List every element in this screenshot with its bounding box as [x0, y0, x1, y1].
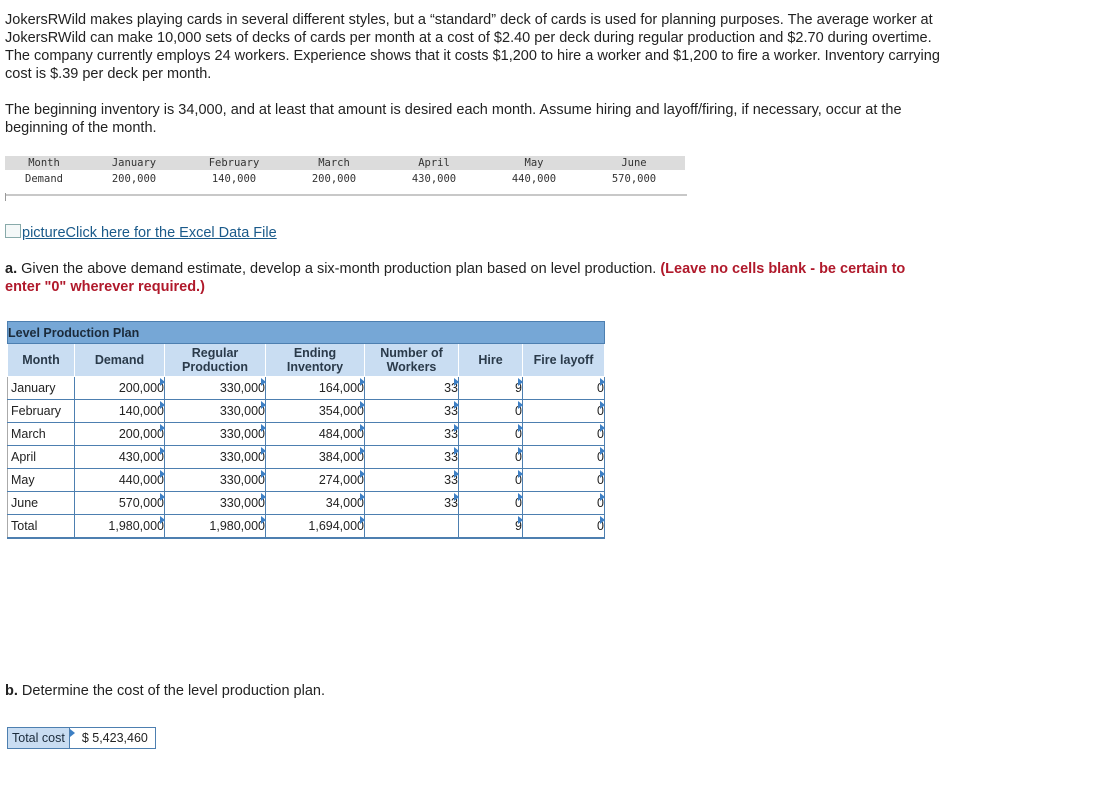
strip-month: June — [621, 157, 647, 169]
total-cost-currency: $ — [81, 731, 89, 745]
cell-fire-layoff[interactable]: 0 — [523, 400, 605, 423]
strip-month: April — [418, 157, 450, 169]
strip-demand-label: Demand — [25, 173, 63, 185]
strip-demand: 200,000 — [111, 173, 157, 185]
cell-fire-layoff[interactable]: 0 — [523, 423, 605, 446]
cell-ending-inventory[interactable]: 274,000 — [266, 469, 365, 492]
cell-number-of-workers[interactable]: 33 — [365, 377, 459, 400]
cell-ending-inventory[interactable]: 384,000 — [266, 446, 365, 469]
intro-paragraph: JokersRWild makes playing cards in several different styles, but a “standard” deck of cards is used for planning purposes. The average worker at JokersRWild can make 10,000 sets of decks of cards per month at a cost of $2.40 per deck during regular production and $2.70 during overtime. The company currently employs 24 workers. Experience shows that it costs $1,200 to hire a worker and $1,200 to fire a worker. Inventory carrying cost is $.39 per deck per month. — [5, 12, 940, 82]
cell-regular-production[interactable]: 330,000 — [165, 423, 266, 446]
broken-image-icon — [5, 224, 21, 238]
cell-regular-production[interactable]: 330,000 — [165, 446, 266, 469]
total-cost-input[interactable] — [70, 727, 156, 749]
cell-fire-layoff[interactable]: 0 — [523, 515, 605, 539]
cell-demand[interactable]: 430,000 — [75, 446, 165, 469]
cell-hire[interactable]: 0 — [459, 400, 523, 423]
total-cost-label: Total cost — [7, 727, 70, 749]
col-header-demand: Demand — [75, 344, 165, 377]
strip-month: February — [208, 157, 260, 169]
cell-fire-layoff[interactable]: 0 — [523, 492, 605, 515]
cell-demand[interactable]: 570,000 — [75, 492, 165, 515]
strip-divider — [5, 194, 687, 196]
cell-demand[interactable]: 200,000 — [75, 423, 165, 446]
cell-number-of-workers[interactable]: 33 — [365, 469, 459, 492]
table-total-row — [8, 515, 605, 539]
cell-ending-inventory[interactable]: 484,000 — [266, 423, 365, 446]
table-title: Level Production Plan — [8, 322, 605, 344]
row-label-month: March — [8, 423, 75, 446]
cell-fire-layoff[interactable]: 0 — [523, 446, 605, 469]
col-header-ending-inventory: Ending Inventory — [266, 344, 365, 377]
total-cost-row — [7, 727, 156, 749]
excel-data-link[interactable] — [5, 224, 277, 241]
table-row — [8, 400, 605, 423]
table-row — [8, 377, 605, 400]
cell-demand[interactable]: 200,000 — [75, 377, 165, 400]
cell-fire-layoff[interactable]: 0 — [523, 469, 605, 492]
cell-demand[interactable]: 440,000 — [75, 469, 165, 492]
row-label-month: May — [8, 469, 75, 492]
strip-divider-tick — [5, 193, 6, 201]
question-b — [5, 683, 325, 699]
cell-number-of-workers[interactable]: 33 — [365, 446, 459, 469]
col-header-fire-layoff: Fire layoff — [523, 344, 605, 377]
excel-link-text: Click here for the Excel Data File — [65, 225, 277, 241]
level-production-plan-table — [7, 321, 605, 539]
col-header-month: Month — [8, 344, 75, 377]
question-a-note: (Leave no cells blank - be certain to enter "0" wherever required.) — [5, 261, 906, 295]
cell-ending-inventory[interactable]: 164,000 — [266, 377, 365, 400]
cell-hire[interactable]: 0 — [459, 492, 523, 515]
row-label-month: April — [8, 446, 75, 469]
excel-link-alt-text: picture — [22, 225, 66, 241]
col-header-regular-production: Regular Production — [165, 344, 266, 377]
table-row — [8, 446, 605, 469]
cell-ending-inventory[interactable]: 354,000 — [266, 400, 365, 423]
cell-number-of-workers[interactable]: 33 — [365, 423, 459, 446]
assumption-paragraph: The beginning inventory is 34,000, and at least that amount is desired each month. Assume hiring and layoff/firing, if necessary, occur at the beginning of the month. — [5, 102, 902, 136]
question-b-label: b. — [5, 683, 18, 699]
col-header-hire: Hire — [459, 344, 523, 377]
row-label-month: June — [8, 492, 75, 515]
strip-demand: 140,000 — [211, 173, 257, 185]
cell-regular-production[interactable]: 330,000 — [165, 377, 266, 400]
question-a-label: a. — [5, 261, 18, 277]
table-row — [8, 423, 605, 446]
cell-regular-production[interactable]: 330,000 — [165, 400, 266, 423]
cell-regular-production[interactable]: 330,000 — [165, 469, 266, 492]
strip-demand: 200,000 — [311, 173, 357, 185]
cell-hire[interactable]: 0 — [459, 469, 523, 492]
strip-month-label: Month — [28, 157, 60, 169]
strip-month: January — [111, 157, 157, 169]
row-label-month: February — [8, 400, 75, 423]
table-body — [8, 377, 605, 539]
cell-fire-layoff[interactable]: 0 — [523, 377, 605, 400]
question-b-text: Determine the cost of the level production plan. — [17, 683, 325, 699]
strip-month: May — [524, 157, 544, 169]
total-cost-value: 5,423,460 — [92, 731, 148, 745]
cell-hire[interactable]: 9 — [459, 515, 523, 539]
row-label-month: Total — [8, 515, 75, 539]
cell-demand[interactable]: 1,980,000 — [75, 515, 165, 539]
cell-regular-production[interactable]: 1,980,000 — [165, 515, 266, 539]
strip-demand: 430,000 — [411, 173, 457, 185]
cell-regular-production[interactable]: 330,000 — [165, 492, 266, 515]
cell-ending-inventory[interactable]: 1,694,000 — [266, 515, 365, 539]
question-a — [5, 260, 925, 296]
cell-ending-inventory[interactable]: 34,000 — [266, 492, 365, 515]
strip-month: March — [318, 157, 350, 169]
cell-hire[interactable]: 0 — [459, 446, 523, 469]
col-header-number-of-workers: Number of Workers — [365, 344, 459, 377]
cell-hire[interactable]: 0 — [459, 423, 523, 446]
table-row — [8, 492, 605, 515]
strip-demand: 570,000 — [611, 173, 657, 185]
table-row — [8, 469, 605, 492]
row-label-month: January — [8, 377, 75, 400]
cell-number-of-workers[interactable]: 33 — [365, 400, 459, 423]
cell-number-of-workers — [365, 515, 459, 539]
cell-hire[interactable]: 9 — [459, 377, 523, 400]
cell-number-of-workers[interactable]: 33 — [365, 492, 459, 515]
strip-demand: 440,000 — [511, 173, 557, 185]
question-a-text: Given the above demand estimate, develop a six-month production plan based on level production. — [17, 261, 661, 277]
cell-demand[interactable]: 140,000 — [75, 400, 165, 423]
